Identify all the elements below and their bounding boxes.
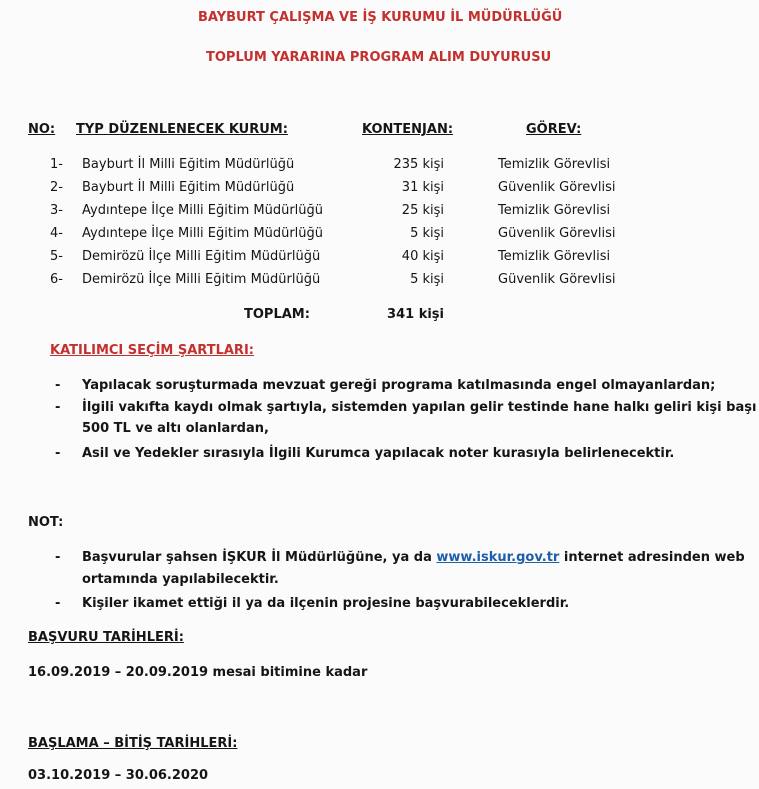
bullet: - (55, 550, 61, 565)
conditions-heading: KATILIMCI SEÇİM ŞARTLARI: (50, 343, 254, 358)
application-heading: BAŞVURU TARİHLERİ: (28, 630, 184, 645)
header-kurum: TYP DÜZENLENECEK KURUM: (76, 122, 288, 137)
row-kurum: Aydıntepe İlçe Milli Eğitim Müdürlüğü (82, 226, 324, 241)
bullet: - (55, 378, 61, 393)
period-heading: BAŞLAMA – BİTİŞ TARİHLERİ: (28, 736, 238, 751)
row-kontenjan: 31 kişi (401, 180, 444, 195)
total-value: 341 kişi (387, 307, 444, 322)
row-kontenjan: 235 kişi (393, 157, 444, 172)
document-subtitle: TOPLUM YARARINA PROGRAM ALIM DUYURUSU (206, 50, 552, 65)
row-no: 4- (50, 226, 63, 241)
bullet: - (55, 400, 61, 415)
condition-item: İlgili vakıfta kaydı olmak şartıyla, sistemden yapılan gelir testinde hane halkı geliri kişi başı (82, 400, 757, 415)
bullet: - (55, 596, 61, 611)
row-gorev: Temizlik Görevlisi (498, 203, 611, 218)
row-kurum: Aydıntepe İlçe Milli Eğitim Müdürlüğü (82, 203, 324, 218)
row-gorev: Güvenlik Görevlisi (498, 272, 616, 287)
row-gorev: Güvenlik Görevlisi (498, 180, 616, 195)
row-no: 2- (50, 180, 63, 195)
condition-item: Asil ve Yedekler sırasıyla İlgili Kurumca yapılacak noter kurasıyla belirlenecektir. (82, 446, 675, 461)
application-dates: 16.09.2019 – 20.09.2019 mesai bitimine kadar (28, 665, 368, 680)
row-kontenjan: 5 kişi (410, 226, 444, 241)
header-kontenjan: KONTENJAN: (362, 122, 454, 137)
row-gorev: Güvenlik Görevlisi (498, 226, 616, 241)
header-no: NO: (28, 122, 56, 137)
row-gorev: Temizlik Görevlisi (498, 157, 611, 172)
notes-heading: NOT: (28, 515, 64, 530)
row-no: 3- (50, 203, 63, 218)
row-no: 5- (50, 249, 63, 264)
total-label: TOPLAM: (244, 307, 310, 322)
row-kontenjan: 5 kişi (410, 272, 444, 287)
note-item-continuation: ortamında yapılabilecektir. (82, 572, 279, 587)
row-kurum: Demirözü İlçe Milli Eğitim Müdürlüğü (82, 249, 321, 264)
document-title: BAYBURT ÇALIŞMA VE İŞ KURUMU İL MÜDÜRLÜĞÜ (198, 10, 563, 25)
row-kurum: Bayburt İl Milli Eğitim Müdürlüğü (82, 180, 295, 195)
row-no: 1- (50, 157, 63, 172)
note-item (82, 550, 745, 565)
row-kurum: Bayburt İl Milli Eğitim Müdürlüğü (82, 157, 295, 172)
row-kurum: Demirözü İlçe Milli Eğitim Müdürlüğü (82, 272, 321, 287)
note-text-before: Başvurular şahsen İŞKUR İl Müdürlüğüne, ya da (82, 550, 432, 565)
period-dates: 03.10.2019 – 30.06.2020 (28, 768, 209, 783)
row-kontenjan: 40 kişi (401, 249, 444, 264)
row-kontenjan: 25 kişi (401, 203, 444, 218)
bullet: - (55, 446, 61, 461)
note-text-after: internet adresinden web (563, 550, 745, 565)
row-gorev: Temizlik Görevlisi (498, 249, 611, 264)
note-item: Kişiler ikamet ettiği il ya da ilçenin projesine başvurabileceklerdir. (82, 596, 570, 611)
header-gorev: GÖREV: (526, 122, 582, 137)
row-no: 6- (50, 272, 63, 287)
condition-item: Yapılacak soruşturmada mevzuat gereği programa katılmasında engel olmayanlardan; (82, 378, 716, 393)
condition-item-continuation: 500 TL ve altı olanlardan, (82, 421, 269, 436)
iskur-website-link[interactable]: www.iskur.gov.tr (436, 550, 560, 565)
